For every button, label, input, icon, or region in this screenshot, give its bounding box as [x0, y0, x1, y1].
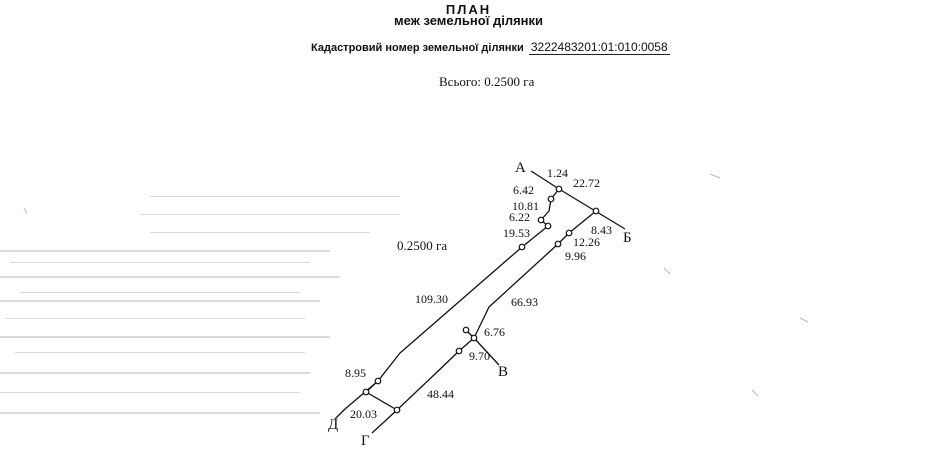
segment-length: 22.72	[573, 176, 600, 190]
vertex-marker	[363, 389, 369, 395]
vertex-marker	[566, 230, 572, 236]
corner-label-v: В	[498, 364, 509, 380]
cadastral-number: 3222483201:01:010:0058	[530, 40, 668, 54]
segment-length: 12.26	[573, 235, 600, 249]
vertex-marker	[463, 327, 469, 333]
segment-length: 6.76	[484, 325, 505, 339]
total-area: Всього: 0.2500 га	[439, 74, 535, 89]
corner-label-g: Г	[361, 433, 370, 449]
vertex-marker	[456, 348, 462, 354]
vertex-marker	[538, 217, 544, 223]
cadastral-label: Кадастровий номер земельної ділянки	[311, 42, 524, 54]
corner-label-d: Д	[328, 417, 339, 433]
vertex-marker	[593, 208, 599, 214]
segment-length: 10.81	[512, 199, 539, 213]
segment-length: 6.42	[513, 183, 534, 197]
vertex-marker	[555, 241, 561, 247]
corner-label-b: Б	[623, 230, 632, 246]
vertex-marker	[394, 407, 400, 413]
segment-length: 66.93	[511, 295, 538, 309]
vertex-marker	[471, 335, 477, 341]
segment-length: 9.96	[565, 249, 586, 263]
segment-length: 48.44	[427, 387, 454, 401]
segment-length: 8.95	[345, 366, 366, 380]
segment-length: 20.03	[350, 407, 377, 421]
segment-length: 109.30	[415, 292, 448, 306]
document-title: ПЛАН	[445, 2, 492, 17]
document-subtitle: меж земельної ділянки	[393, 13, 544, 28]
vertex-marker	[556, 186, 562, 192]
segment-length: 8.43	[591, 223, 612, 237]
segment-length: 9.70	[469, 349, 490, 363]
segment-length: 6.22	[509, 210, 530, 224]
vertex-marker	[545, 223, 551, 229]
corner-label-a: А	[515, 160, 526, 176]
vertex-marker	[375, 378, 381, 384]
vertex-marker	[519, 244, 525, 250]
vertex-marker	[548, 196, 554, 202]
segment-length: 19.53	[503, 226, 530, 240]
segment-length: 1.24	[547, 166, 568, 180]
parcel-area-label: 0.2500 га	[397, 238, 448, 253]
